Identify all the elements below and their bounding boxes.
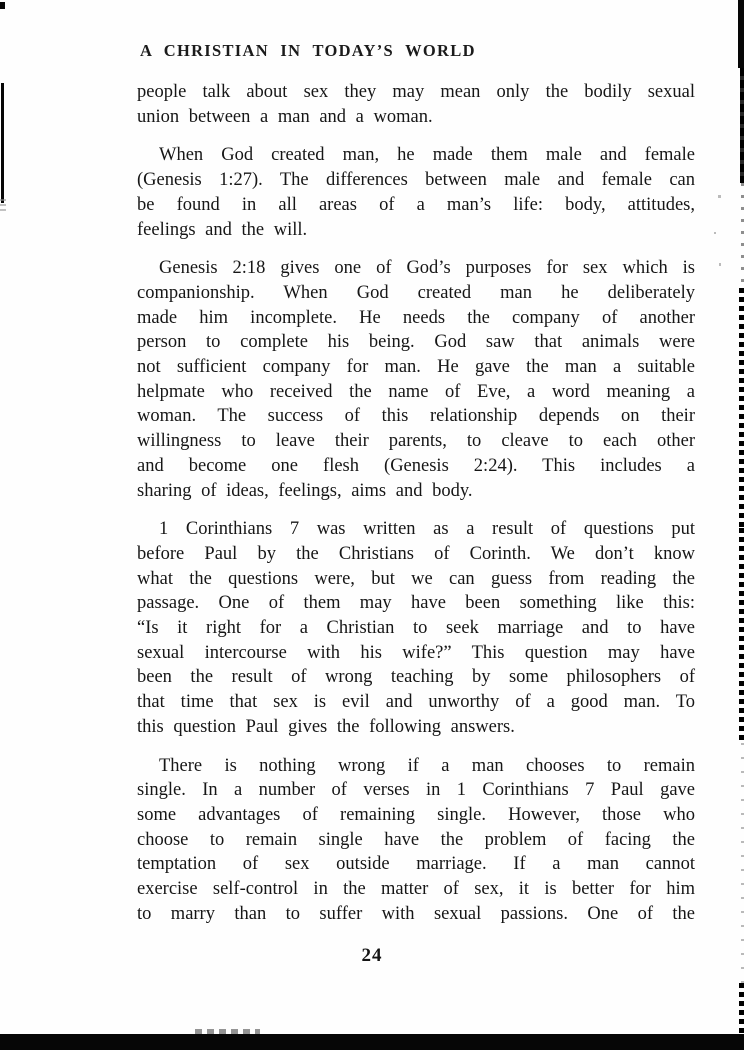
scan-artifact-right-edge-lower xyxy=(739,528,744,743)
text-line: sharing of ideas, feelings, aims and body. xyxy=(137,480,473,501)
paragraph xyxy=(137,517,695,739)
scan-artifact-left-line xyxy=(1,83,4,203)
scan-artifact-corner-mark xyxy=(0,2,5,9)
text-line: that time that sex is evil and unworthy of a good man. To xyxy=(137,692,695,713)
text-line: Genesis 2:18 gives one of God’s purposes for sex which is xyxy=(159,258,695,279)
scan-artifact-right-edge-upper xyxy=(740,68,744,183)
running-header: A CHRISTIAN IN TODAY’S WORLD xyxy=(140,41,476,60)
text-line: before Paul by the Christians of Corinth. We don’t know xyxy=(137,543,695,564)
text-line: helpmate who received the name of Eve, a word meaning a xyxy=(137,381,695,402)
text-line: union between a man and a woman. xyxy=(137,106,433,127)
text-line: woman. The success of this relationship depends on their xyxy=(137,406,695,427)
text-line: to marry than to suffer with sexual passions. One of the xyxy=(137,903,695,924)
text-line: companionship. When God created man he deliberately xyxy=(137,282,695,303)
text-line: what the questions were, but we can guess from reading the xyxy=(137,568,695,589)
text-line: be found in all areas of a man’s life: body, attitudes, xyxy=(137,194,695,215)
text-line: and become one flesh (Genesis 2:24). This includes a xyxy=(137,455,695,476)
scan-artifact-right-edge-top xyxy=(738,0,744,68)
text-line: feelings and the will. xyxy=(137,219,308,240)
scan-artifact-speck xyxy=(714,232,716,234)
scan-artifact-bottom-smudge xyxy=(195,1029,260,1034)
text-line: “Is it right for a Christian to seek marriage and to have xyxy=(137,618,695,639)
text-line: willingness to leave their parents, to cleave to each other xyxy=(137,431,695,452)
scan-artifact-left-line-tail xyxy=(0,199,6,211)
paragraph xyxy=(137,143,695,242)
text-line: 1 Corinthians 7 was written as a result of questions put xyxy=(159,519,695,540)
page-number: 24 xyxy=(361,945,383,966)
scan-artifact-bottom-bar xyxy=(0,1034,744,1050)
text-line: (Genesis 1:27). The differences between male and female can xyxy=(137,170,695,191)
text-line: been the result of wrong teaching by some philosophers of xyxy=(137,667,695,688)
text-line: not sufficient company for man. He gave the man a suitable xyxy=(137,357,695,378)
text-line: exercise self-control in the matter of sex, it is better for him xyxy=(137,879,695,900)
paragraph xyxy=(137,754,695,927)
text-line: When God created man, he made them male and female xyxy=(159,145,695,166)
body-text xyxy=(137,80,695,941)
text-line: There is nothing wrong if a man chooses to remain xyxy=(159,755,695,776)
paragraph xyxy=(137,256,695,503)
text-line: sexual intercourse with his wife?” This question may have xyxy=(137,642,695,663)
text-line: single. In a number of verses in 1 Corinthians 7 Paul gave xyxy=(137,780,695,801)
scan-artifact-speck xyxy=(718,195,721,198)
text-line: some advantages of remaining single. However, those who xyxy=(137,804,695,825)
text-line: passage. One of them may have been something like this: xyxy=(137,593,695,614)
text-line: this question Paul gives the following answers. xyxy=(137,716,515,737)
scan-artifact-speck xyxy=(719,263,721,266)
text-line: person to complete his being. God saw that animals were xyxy=(137,332,695,353)
text-line: choose to remain single have the problem of facing the xyxy=(137,829,695,850)
scan-artifact-right-edge-mid xyxy=(739,288,744,528)
text-line: temptation of sex outside marriage. If a man cannot xyxy=(137,854,695,875)
text-line: made him incomplete. He needs the company of another xyxy=(137,307,695,328)
text-line: people talk about sex they may mean only the bodily sexual xyxy=(137,82,695,102)
paragraph xyxy=(137,80,695,129)
